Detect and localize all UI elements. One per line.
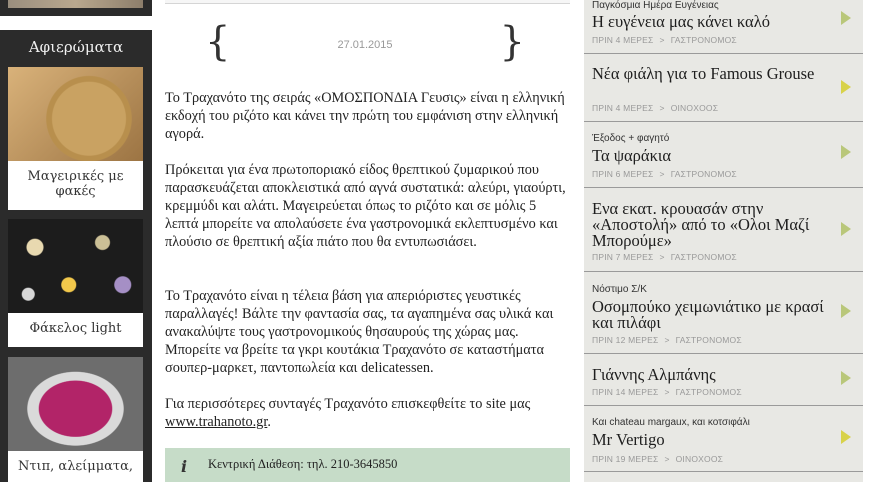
article-top-strip (165, 0, 570, 4)
light-food-image[interactable] (8, 219, 143, 313)
arrow-right-icon[interactable] (841, 371, 851, 385)
news-time: ΠΡΙΝ 6 ΜΕΡΕΣ (592, 169, 654, 179)
news-meta (592, 169, 737, 179)
news-category[interactable]: ΓΑΣΤΡΟΝΟΜΟΣ (670, 252, 737, 262)
news-kicker: Και chateau margaux, και κοτσιφάλι (592, 417, 750, 428)
feature-card-dips[interactable] (8, 357, 143, 482)
previous-feature-image[interactable] (8, 0, 143, 8)
distribution-info-box (165, 448, 570, 482)
news-item[interactable] (584, 272, 863, 354)
news-item[interactable] (584, 406, 863, 472)
news-category[interactable]: ΟΙΝΟΧΟΟΣ (670, 103, 719, 113)
right-brace-decoration: } (499, 19, 525, 65)
breadcrumb-separator: > (664, 387, 670, 397)
news-item[interactable] (584, 54, 863, 122)
news-meta (592, 387, 742, 397)
news-category[interactable]: ΓΑΣΤΡΟΝΟΜΟΣ (675, 335, 742, 345)
news-time: ΠΡΙΝ 12 ΜΕΡΕΣ (592, 335, 659, 345)
feature-card-label[interactable]: Φάκελος light (29, 321, 122, 336)
news-time: ΠΡΙΝ 19 ΜΕΡΕΣ (592, 454, 659, 464)
news-time: ΠΡΙΝ 7 ΜΕΡΕΣ (592, 252, 654, 262)
features-title: Αφιερώματα (28, 38, 124, 56)
feature-card-label[interactable]: Μαγειρικές με φακές (27, 169, 124, 199)
left-brace-decoration: { (205, 19, 231, 65)
news-meta (592, 35, 737, 45)
features-panel (0, 30, 152, 482)
info-icon: i (181, 457, 188, 476)
news-kicker: Παγκόσμια Ημέρα Ευγένειας (592, 0, 719, 11)
trahanoto-link[interactable]: www.trahanoto.gr (165, 414, 268, 430)
news-meta (592, 252, 737, 262)
breadcrumb-separator: > (659, 103, 665, 113)
arrow-right-icon[interactable] (841, 80, 851, 94)
news-kicker: Έξοδος + φαγητό (592, 133, 670, 144)
paragraph-end: . (267, 414, 271, 430)
date-row (205, 19, 525, 66)
breadcrumb-separator: > (659, 252, 665, 262)
dips-image[interactable] (8, 357, 143, 451)
previous-feature-block (0, 0, 152, 16)
news-item[interactable] (584, 122, 863, 188)
news-meta (592, 335, 742, 345)
news-category[interactable]: ΓΑΣΤΡΟΝΟΜΟΣ (675, 387, 742, 397)
news-kicker: Νόστιμο Σ/Κ (592, 284, 647, 295)
news-title[interactable]: Mr Vertigo (592, 430, 665, 449)
news-meta (592, 454, 723, 464)
left-sidebar (0, 0, 152, 482)
news-time: ΠΡΙΝ 4 ΜΕΡΕΣ (592, 103, 654, 113)
arrow-right-icon[interactable] (841, 11, 851, 25)
news-time: ΠΡΙΝ 14 ΜΕΡΕΣ (592, 387, 659, 397)
lentils-image[interactable] (8, 67, 143, 161)
news-title[interactable]: Νέα φιάλη για το Famous Grouse (592, 64, 815, 83)
news-category[interactable]: ΓΑΣΤΡΟΝΟΜΟΣ (670, 169, 737, 179)
news-category[interactable]: ΟΙΝΟΧΟΟΣ (675, 454, 724, 464)
arrow-right-icon[interactable] (841, 145, 851, 159)
distribution-info-text: Κεντρική Διάθεση: τηλ. 210-3645850 (208, 457, 398, 471)
news-time: ΠΡΙΝ 4 ΜΕΡΕΣ (592, 35, 654, 45)
arrow-right-icon[interactable] (841, 430, 851, 444)
arrow-right-icon[interactable] (841, 222, 851, 236)
news-title[interactable]: Τα ψαράκια (592, 146, 671, 165)
article-paragraph: Το Τραχανότο είναι η τέλεια βάση για απεριόριστες γευστικές παραλλαγές! Βάλτε την φαντασία σας, τα αγαπημένα σας υλικά και ανακαλύψτε τους γαστρονομικούς θησαυρούς της χώρας μας. Μπορείτε να βρείτε τα γκρι κουτάκια Τραχανότο σε καταστήματα σουπερ-μαρκετ, παντοπωλεία και delicatessen. (165, 288, 554, 376)
right-sidebar (584, 0, 863, 482)
news-item[interactable] (584, 0, 863, 54)
arrow-right-icon[interactable] (841, 304, 851, 318)
feature-card-lentils[interactable] (8, 67, 143, 210)
news-title[interactable]: Ενα εκατ. κρουασάν στην «Αποστολή» από το «Ολοι Μαζί Μπορούμε» (592, 199, 810, 250)
news-meta (592, 103, 718, 113)
article (165, 0, 570, 482)
breadcrumb-separator: > (659, 169, 665, 179)
article-paragraph: Πρόκειται για ένα πρωτοποριακό είδος θρεπτικού ζυμαρικού που παρασκευάζεται αποκλειστικά από αγνά συστατικά: αλεύρι, γιαούρτι, κρεμμύδι και αλάτι. Μαγειρεύεται όπως το ριζότο και σε μόλις 5 λεπτά μπορείτε να απολαύσετε ένα γαστρονομικά εκλεπτυσμένο και πλούσιο σε θρεπτική αξία πιάτο που θα εντυπωσιάσει. (165, 162, 566, 250)
breadcrumb-separator: > (664, 335, 670, 345)
news-category[interactable]: ΓΑΣΤΡΟΝΟΜΟΣ (670, 35, 737, 45)
paragraph-text: Για περισσότερες συνταγές Τραχανότο επισκεφθείτε το site μας (165, 396, 531, 412)
news-title[interactable]: Γιάννης Αλμπάνης (592, 365, 716, 384)
feature-card-light[interactable] (8, 219, 143, 347)
article-paragraph (165, 395, 570, 431)
news-title[interactable]: Η ευγένεια μας κάνει καλό (592, 12, 770, 31)
breadcrumb-separator: > (664, 454, 670, 464)
news-item[interactable] (584, 354, 863, 406)
article-date: 27.01.2015 (337, 39, 393, 51)
news-item[interactable] (584, 188, 863, 272)
news-title[interactable]: Οσομπούκο χειμωνιάτικο με κρασί και πιλάφι (592, 297, 824, 332)
feature-card-label[interactable]: Ντιπ, αλείμματα, (17, 459, 134, 474)
breadcrumb-separator: > (659, 35, 665, 45)
article-paragraph: Το Τραχανότο της σειράς «ΟΜΟΣΠΟΝΔΙΑ Γευσις» είναι η ελληνική εκδοχή του ριζότο και κάνει την πρώτη του εμφάνιση στην ελληνική αγορά. (165, 90, 565, 142)
